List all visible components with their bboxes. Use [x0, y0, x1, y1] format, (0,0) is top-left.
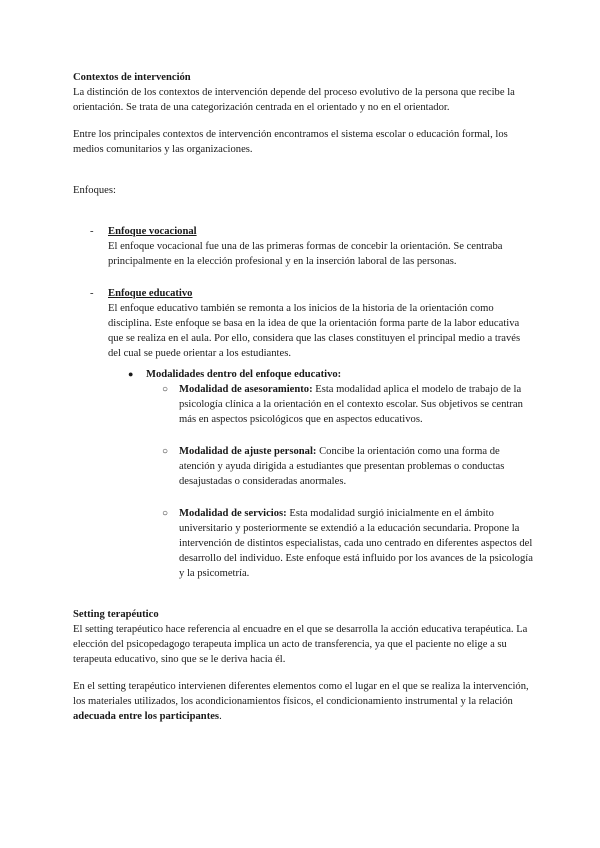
dash-marker: - — [90, 288, 94, 299]
modalidad-asesoramiento-item — [73, 382, 533, 427]
modalidad-asesoramiento-text — [179, 382, 533, 427]
circle-marker: ○ — [162, 384, 169, 395]
modalidades-title: Modalidades dentro del enfoque educativo: — [146, 369, 342, 380]
enfoque-vocacional-title: Enfoque vocacional — [108, 226, 197, 237]
setting-paragraph-1: El setting terapéutico hace referencia al encuadre en el que se desarrolla la acción educativa terapéutica. La elección del psicopedagogo terapeuta implica un acto de transferencia, ya que el paciente no elige a su terapeuta educativo, sino que se le deriva hacia él. — [73, 624, 528, 665]
modalidad-ajuste-text — [179, 444, 533, 489]
enfoques-label: Enfoques: — [73, 185, 116, 196]
setting-paragraph-2 — [73, 679, 533, 724]
circle-marker: ○ — [162, 508, 169, 519]
setting-paragraph-2-end: . — [219, 711, 222, 722]
contextos-paragraph-1: La distinción de los contextos de intervención depende del proceso evolutivo de la persona que recibe la orientación. Se trata de una categorización centrada en el orientado y no en el orientador. — [73, 87, 515, 113]
modalidad-servicios-body: Esta modalidad surgió inicialmente en el ámbito universitario y posteriormente se extendió a la educación secundaria. Propone la intervención de distintos especialistas, cada uno centrado en diferentes aspectos del desarrollo del individuo. Este enfoque está influido por los avances de la psicología y la psicometría. — [179, 508, 533, 579]
enfoque-educativo-item — [73, 286, 533, 361]
enfoque-educativo-title: Enfoque educativo — [108, 288, 193, 299]
circle-marker: ○ — [162, 446, 169, 457]
setting-paragraph-2-start: En el setting terapéutico intervienen diferentes elementos como el lugar en el que se realiza la intervención, los materiales utilizados, los acondicionamientos físicos, el condicionamiento instrumental y la relación — [73, 681, 529, 707]
setting-paragraph-2-bold: adecuada entre los participantes — [73, 711, 220, 722]
enfoque-vocacional-text: El enfoque vocacional fue una de las primeras formas de concebir la orientación. Se centraba principalmente en la elección profesional y en la inserción laboral de las personas. — [108, 241, 503, 267]
modalidad-asesoramiento-title: Modalidad de asesoramiento: — [179, 384, 313, 395]
enfoque-educativo-text: El enfoque educativo también se remonta a los inicios de la historia de la orientación como disciplina. Este enfoque se basa en la idea de que la orientación forma parte de la labor educativa que se realiza en el aula. Por ello, considera que las clases constituyen el principal medio a través del cual se puede orientar a los estudiantes. — [108, 303, 521, 359]
modalidad-ajuste-item — [73, 444, 533, 489]
setting-heading: Setting terapéutico — [73, 609, 159, 620]
modalidad-servicios-text — [179, 506, 533, 581]
modalidad-servicios-item — [73, 506, 533, 581]
modalidades-item — [73, 367, 533, 382]
contextos-paragraph-2: Entre los principales contextos de intervención encontramos el sistema escolar o educación formal, los medios comunitarios y las organizaciones. — [73, 129, 508, 155]
modalidad-asesoramiento-body: Esta modalidad aplica el modelo de trabajo de la psicología clínica a la orientación en el contexto escolar. Sus objetivos se centran más en aspectos psicológicos que en aspectos educativos. — [179, 384, 523, 425]
bullet-marker: ● — [128, 369, 134, 379]
dash-marker: - — [90, 226, 94, 237]
enfoque-vocacional-item — [73, 224, 533, 269]
modalidad-servicios-title: Modalidad de servicios: — [179, 508, 287, 519]
contextos-heading: Contextos de intervención — [73, 72, 191, 83]
modalidad-ajuste-title: Modalidad de ajuste personal: — [179, 446, 317, 457]
document-page — [73, 70, 533, 724]
modalidad-ajuste-body: Concibe la orientación como una forma de atención y ayuda dirigida a estudiantes que presentan problemas o conductas desajustadas o consideradas anormales. — [179, 446, 505, 487]
